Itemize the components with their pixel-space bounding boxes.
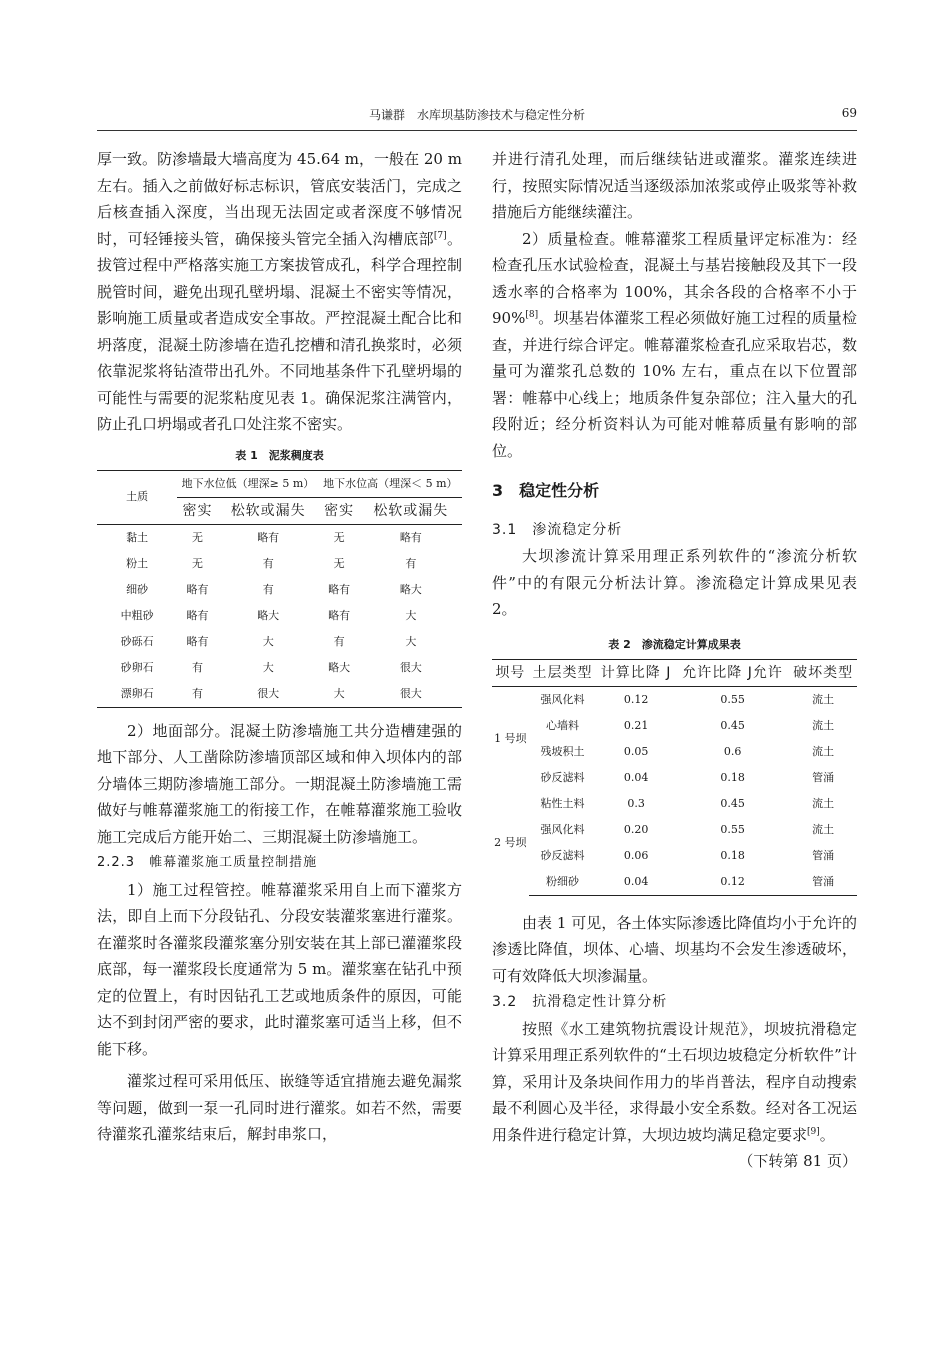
running-header bbox=[97, 106, 857, 128]
cell: 略有 bbox=[328, 582, 351, 596]
right-paragraph-4: 由表 1 可见，各土体实际渗透比降值均小于允许的渗透比降值，坝体、心墙、坝基均不会发生渗透破坏，可有效降低大坝渗漏量。 bbox=[492, 913, 857, 985]
cell: 0.6 bbox=[723, 744, 742, 758]
cell: 无 bbox=[333, 530, 345, 544]
table1-header-low: 地下水位低（埋深≥ 5 m） bbox=[177, 470, 318, 497]
cell: 粉细砂 bbox=[529, 869, 597, 896]
table2-header-dam: 坝号 bbox=[492, 659, 529, 686]
citation-9: [9] bbox=[807, 1126, 820, 1137]
header-title: 马谦群 水库坝基防渗技术与稳定性分析 bbox=[368, 108, 585, 122]
cell: 0.55 bbox=[720, 692, 745, 706]
heading-3-2: 3.2 抗滑稳定性计算分析 bbox=[492, 994, 668, 1010]
cell: 略大 bbox=[399, 582, 422, 596]
cell: 粘性土料 bbox=[540, 796, 585, 810]
cell: 砂反滤料 bbox=[540, 770, 585, 784]
right-p2-text: 2）质量检查。帷幕灌浆工程质量评定标准为：经检查孔压水试验检查，混凝土与基岩接触段及其下一段透水率的合格率为 100%，其余各段的合格率不小于 90% bbox=[492, 229, 857, 327]
right-paragraph-1: 并进行清孔处理，而后继续钻进或灌浆。灌浆连续进行，按照实际情况适当逐级添加浓浆或停止吸浆等补救措施后方能继续灌注。 bbox=[492, 150, 857, 221]
cell: 0.21 bbox=[623, 718, 649, 732]
table1-header-soil: 土质 bbox=[97, 470, 177, 524]
cell: 粉土 bbox=[126, 556, 149, 570]
cell: 强风化料 bbox=[540, 692, 585, 706]
cell: 0.45 bbox=[720, 796, 745, 810]
cell: 大 bbox=[319, 681, 360, 708]
table1-header-dense: 密实 bbox=[177, 497, 217, 524]
cell: 无 bbox=[333, 556, 345, 570]
cell: 砂卵石 bbox=[120, 660, 154, 674]
cell: 大 bbox=[405, 608, 417, 622]
table2-dam-2: 2 号坝 bbox=[494, 835, 527, 849]
cell: 0.18 bbox=[720, 848, 745, 862]
cell: 略大 bbox=[328, 660, 351, 674]
cell: 有 bbox=[262, 582, 274, 596]
cell: 很大 bbox=[218, 681, 319, 708]
table-row bbox=[492, 869, 857, 896]
cell: 大 bbox=[262, 634, 274, 648]
cell: 漂卵石 bbox=[97, 681, 177, 708]
cell: 有 bbox=[191, 660, 203, 674]
table-row bbox=[492, 739, 857, 765]
left-column bbox=[97, 146, 462, 1148]
citation-8: [8] bbox=[525, 310, 539, 320]
table-row bbox=[492, 817, 857, 843]
continued-note: （下转第 81 页） bbox=[738, 1152, 857, 1170]
table-row bbox=[97, 551, 462, 577]
table-row bbox=[97, 681, 462, 708]
table-row bbox=[97, 524, 462, 551]
cell: 0.12 bbox=[676, 869, 789, 896]
cell: 心墙料 bbox=[545, 718, 579, 732]
cell: 有 bbox=[333, 634, 345, 648]
cell: 很大 bbox=[399, 660, 422, 674]
cell: 略有 bbox=[186, 634, 209, 648]
cell: 无 bbox=[191, 530, 203, 544]
table1-caption: 表 1 泥浆稠度表 bbox=[235, 448, 324, 462]
table-row bbox=[492, 791, 857, 817]
cell: 流土 bbox=[812, 718, 835, 732]
table-row bbox=[97, 629, 462, 655]
cell: 砂反滤料 bbox=[540, 848, 585, 862]
cell: 略有 bbox=[257, 530, 280, 544]
table1-header-loose: 松软或漏失 bbox=[218, 497, 319, 524]
cell: 有 bbox=[405, 556, 417, 570]
cell: 黏土 bbox=[126, 530, 149, 544]
table2-header-failure: 破坏类型 bbox=[789, 659, 857, 686]
table2 bbox=[492, 659, 857, 896]
left-p1-text: 厚一致。防渗墙最大墙高度为 45.64 m，一般在 20 m 左右。插入之前做好标志标识，管底安装活门，完成之后核查插入深度，当出现无法固定或者深度不够情况时，可轻锤接头管，确保接头管完全插入沟槽底部 bbox=[97, 150, 462, 248]
section-3-heading: 3 稳定性分析 bbox=[492, 481, 600, 500]
right-paragraph-5 bbox=[492, 1016, 857, 1149]
header-rule bbox=[97, 130, 857, 131]
table1-header-high: 地下水位高（埋深＜ 5 m） bbox=[319, 470, 462, 497]
cell: 0.06 bbox=[623, 848, 649, 862]
cell: 强风化料 bbox=[540, 822, 585, 836]
cell: 流土 bbox=[812, 796, 835, 810]
heading-3-1: 3.1 渗流稳定分析 bbox=[492, 521, 623, 538]
right-paragraph-2 bbox=[492, 226, 857, 465]
table-row bbox=[97, 603, 462, 629]
cell: 0.18 bbox=[720, 770, 745, 784]
left-paragraph-4: 灌浆过程可采用低压、嵌缝等适宜措施去避免漏浆等问题，做到一泵一孔同时进行灌浆。如若不然，需要待灌浆孔灌浆结束后，解封串浆口， bbox=[97, 1072, 462, 1143]
citation-7: [7] bbox=[433, 230, 447, 241]
cell: 0.20 bbox=[623, 822, 649, 836]
right-p5-text-b: 。 bbox=[819, 1125, 835, 1144]
cell: 0.04 bbox=[596, 869, 676, 896]
cell: 中粗砂 bbox=[120, 608, 154, 622]
cell: 残坡积土 bbox=[540, 744, 585, 758]
cell: 管涌 bbox=[789, 869, 857, 896]
table-row bbox=[492, 686, 857, 713]
right-p2-text-b: 。坝基岩体灌浆工程必须做好施工过程的质量检查，并进行综合评定。帷幕灌浆检查孔应采取岩芯，数量可为灌浆孔总数的 10% 左右，重点在以下位置部署：帷幕中心线上；地质条件复杂部位；注入量大的孔段附近；经分析资料认为可能对帷幕质量有影响的部位。 bbox=[492, 309, 857, 460]
table-row bbox=[492, 713, 857, 739]
table1-header-dense: 密实 bbox=[319, 497, 360, 524]
table-row bbox=[97, 577, 462, 603]
cell: 略有 bbox=[328, 608, 351, 622]
left-paragraph-3: 1）施工过程管控。帷幕灌浆采用自上而下灌浆方法，即自上而下分段钻孔、分段安装灌浆塞进行灌浆。在灌浆时各灌浆段灌浆塞分别安装在其上部已灌灌浆段底部，每一灌浆段长度通常为 5 m。灌浆塞在钻孔中预定的位置上，有时因钻孔工艺或地质条件的原因，可能达不到封闭严密的要求，此时灌浆塞可适当上移，但不能下移。 bbox=[97, 880, 462, 1058]
cell: 0.05 bbox=[623, 744, 649, 758]
cell: 很大 bbox=[360, 681, 462, 708]
cell: 略有 bbox=[186, 582, 209, 596]
table-row bbox=[492, 843, 857, 869]
table2-header-layer: 土层类型 bbox=[529, 659, 597, 686]
cell: 管涌 bbox=[812, 770, 835, 784]
cell: 砂砾石 bbox=[120, 634, 154, 648]
right-p5-text: 按照《水工建筑物抗震设计规范》，坝坡抗滑稳定计算采用理正系列软件的“土石坝边坡稳定分析软件”计算，采用计及条块间作用力的毕肖普法，程序自动搜索最不利圆心及半径，求得最小安全系数。经对各工况运用条件进行稳定计算，大坝边坡均满足稳定要求 bbox=[492, 1019, 857, 1144]
cell: 管涌 bbox=[812, 848, 835, 862]
table-row bbox=[492, 765, 857, 791]
cell: 有 bbox=[262, 556, 274, 570]
left-p1-text-b: 。拔管过程中严格落实施工方案拔管成孔，科学合理控制脱管时间，避免出现孔壁坍塌、混凝土不密实等情况，影响施工质量或者造成安全事故。严控混凝土配合比和坍落度，混凝土防渗墙在造孔挖槽和清孔换浆时，必须依靠泥浆将钻渣带出孔外。不同地基条件下孔壁坍塌的可能性与需要的泥浆粘度见表 1。确保泥浆注满管内，防止孔口坍塌或者孔口处注浆不密实。 bbox=[97, 229, 462, 433]
cell: 略有 bbox=[399, 530, 422, 544]
heading-2-2-3: 2.2.3 帷幕灌浆施工质量控制措施 bbox=[97, 855, 318, 870]
table2-header-calc: 计算比降 J bbox=[596, 659, 676, 686]
cell: 细砂 bbox=[126, 582, 149, 596]
cell: 流土 bbox=[812, 692, 835, 706]
table1-header-loose: 松软或漏失 bbox=[360, 497, 462, 524]
cell: 大 bbox=[262, 660, 274, 674]
right-paragraph-3: 大坝渗流计算采用理正系列软件的“渗流分析软件”中的有限元分析法计算。渗流稳定计算成果见表 2。 bbox=[492, 547, 857, 618]
page-number: 69 bbox=[841, 106, 857, 120]
cell: 0.04 bbox=[623, 770, 649, 784]
table2-header-allow: 允许比降 J允许 bbox=[676, 659, 789, 686]
cell: 无 bbox=[191, 556, 203, 570]
left-paragraph-2: 2）地面部分。混凝土防渗墙施工共分造槽建强的地下部分、人工凿除防渗墙顶部区域和伸入坝体内的部分墙体三期防渗墙施工部分。一期混凝土防渗墙施工需做好与帷幕灌浆施工的衔接工作，在帷幕灌浆施工验收施工完成后方能开始二、三期混凝土防渗墙施工。 bbox=[97, 721, 462, 846]
table2-caption: 表 2 渗流稳定计算成果表 bbox=[608, 637, 741, 651]
cell: 流土 bbox=[812, 822, 835, 836]
table2-dam-1: 1 号坝 bbox=[494, 731, 527, 745]
table1 bbox=[97, 470, 462, 708]
cell: 略大 bbox=[257, 608, 280, 622]
right-column bbox=[492, 146, 857, 1175]
cell: 略有 bbox=[186, 608, 209, 622]
cell: 有 bbox=[177, 681, 217, 708]
table-row bbox=[97, 655, 462, 681]
cell: 0.45 bbox=[720, 718, 745, 732]
cell: 0.3 bbox=[627, 796, 645, 810]
left-paragraph-1 bbox=[97, 146, 462, 438]
cell: 流土 bbox=[812, 744, 835, 758]
cell: 大 bbox=[405, 634, 417, 648]
cell: 0.12 bbox=[623, 692, 649, 706]
cell: 0.55 bbox=[720, 822, 745, 836]
